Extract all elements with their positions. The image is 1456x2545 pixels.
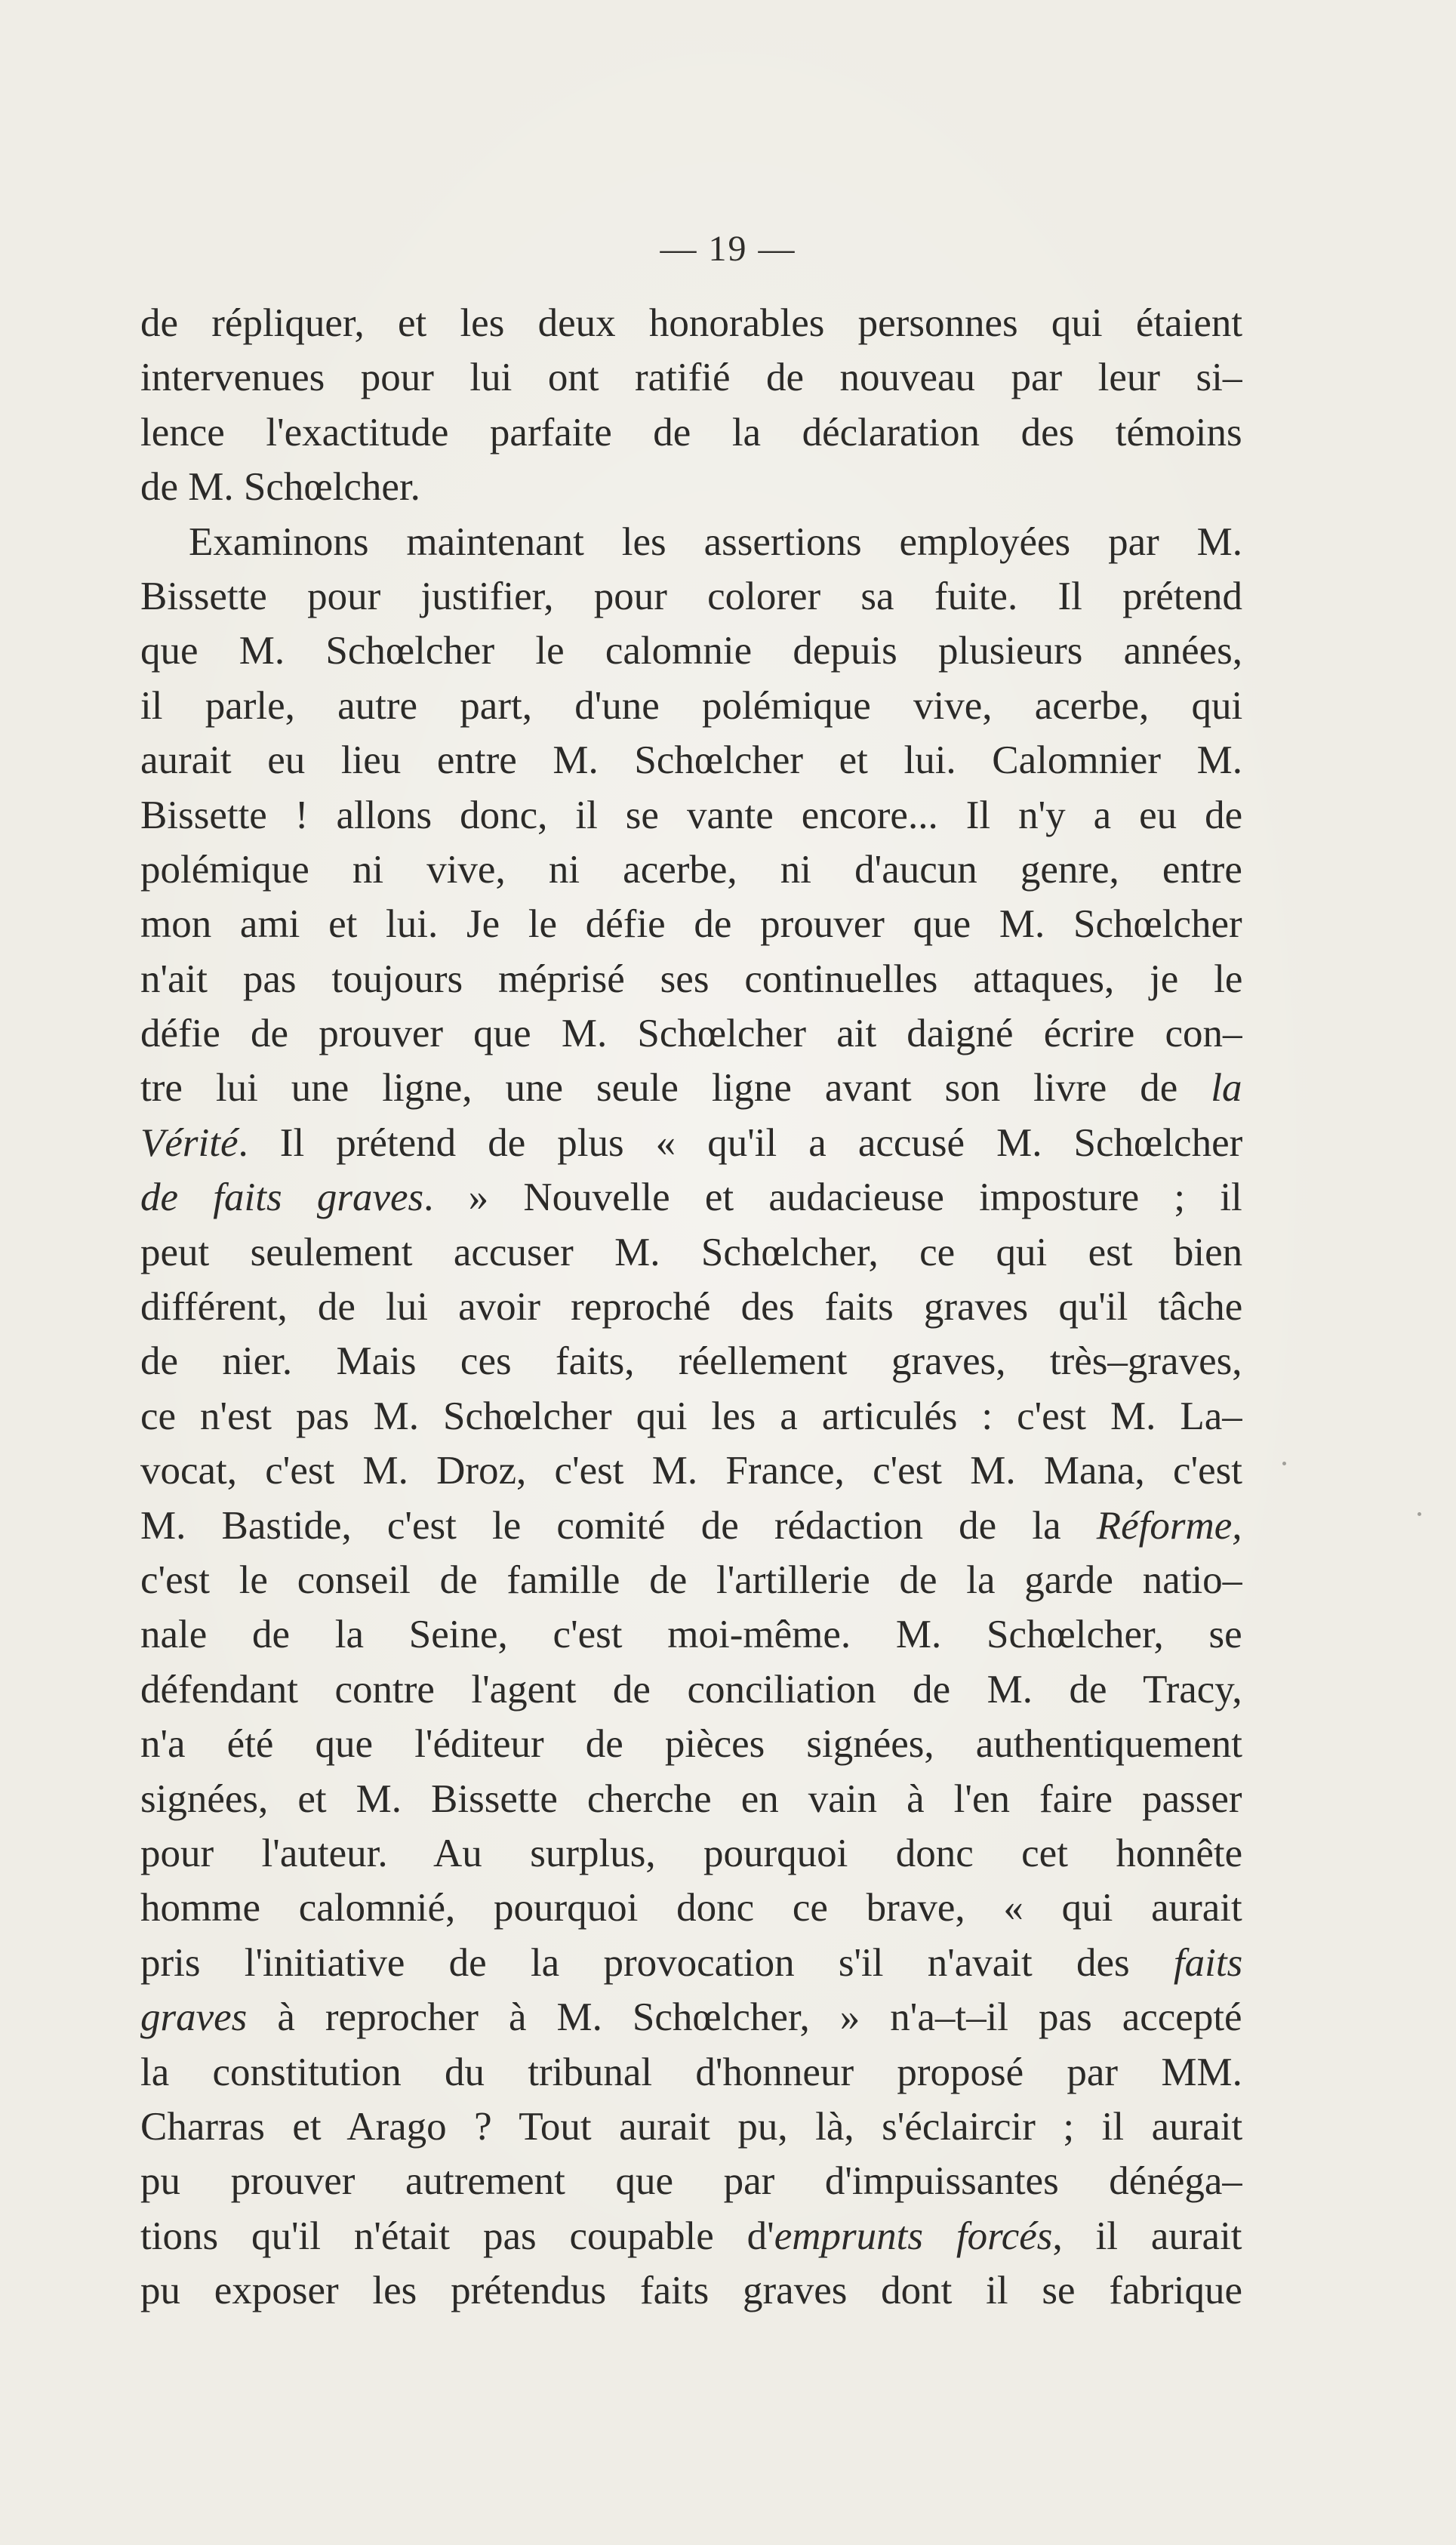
line-text: de répliquer, et les deux honorables personnes qui étaient xyxy=(140,301,1242,345)
line-text: polémique ni vive, ni acerbe, ni d'aucun genre, entre xyxy=(140,847,1242,892)
text-line xyxy=(140,1444,1242,1498)
line-text: intervenues pour lui ont ratifié de nouveau par leur si– xyxy=(140,356,1242,400)
line-text: à reprocher à M. Schœlcher, » n'a–t–il pas accepté xyxy=(247,1995,1242,2040)
line-text: nale de la Seine, c'est moi-même. M. Schœlcher, se xyxy=(140,1613,1242,1657)
paper-speck xyxy=(1418,1512,1421,1516)
text-line xyxy=(140,1499,1242,1553)
text-line xyxy=(140,569,1242,624)
text-line xyxy=(140,2263,1242,2318)
text-line xyxy=(140,1772,1242,1826)
line-text: . Il prétend de plus « qu'il a accusé M. Schœlcher xyxy=(238,1120,1242,1165)
line-text: n'a été que l'éditeur de pièces signées, authentiquement xyxy=(140,1722,1242,1767)
text-line xyxy=(140,2045,1242,2100)
text-line xyxy=(140,897,1242,951)
line-text: ce n'est pas M. Schœlcher qui les a articulés : c'est M. La– xyxy=(140,1394,1242,1438)
text-line xyxy=(140,1990,1242,2044)
italic-text: Vérité xyxy=(140,1120,239,1165)
line-text: , il aurait xyxy=(1052,2214,1242,2258)
line-text: Charras et Arago ? Tout aurait pu, là, s'éclaircir ; il aurait xyxy=(140,2104,1242,2149)
line-text: . » Nouvelle et audacieuse imposture ; il xyxy=(423,1175,1242,1220)
line-text: de M. Schœlcher. xyxy=(140,465,420,510)
line-text: de nier. Mais ces faits, réellement graves, très–graves, xyxy=(140,1339,1242,1384)
line-text: M. Bastide, c'est le comité de rédaction de la xyxy=(140,1503,1097,1548)
text-line xyxy=(140,952,1242,1006)
text-line xyxy=(140,788,1242,843)
line-text: Examinons maintenant les assertions employées par M. xyxy=(189,519,1242,564)
italic-text: graves xyxy=(140,1995,248,2040)
text-line xyxy=(140,733,1242,787)
paper-speck xyxy=(1282,1462,1286,1465)
line-text: défie de prouver que M. Schœlcher ait daigné écrire con– xyxy=(140,1012,1242,1056)
text-line xyxy=(140,1280,1242,1334)
line-text: différent, de lui avoir reproché des faits graves qu'il tâche xyxy=(140,1285,1242,1330)
line-text: signées, et M. Bissette cherche en vain à l'en faire passer xyxy=(140,1776,1242,1821)
text-line xyxy=(140,1936,1242,1990)
text-line xyxy=(140,1334,1242,1388)
text-line xyxy=(140,515,1242,569)
text-line xyxy=(140,2209,1242,2263)
text-line xyxy=(140,1116,1242,1170)
text-line xyxy=(140,1607,1242,1662)
text-line xyxy=(140,679,1242,733)
text-line xyxy=(140,1006,1242,1061)
line-text: lence l'exactitude parfaite de la déclaration des témoins xyxy=(140,410,1242,454)
text-line xyxy=(140,624,1242,678)
body-text xyxy=(140,296,1242,2318)
text-line xyxy=(140,460,1242,514)
italic-text: Réforme, xyxy=(1096,1503,1242,1548)
text-line xyxy=(140,1170,1242,1225)
line-text: tions qu'il n'était pas coupable d' xyxy=(140,2214,774,2258)
line-text: il parle, autre part, d'une polémique vive, acerbe, qui xyxy=(140,683,1242,728)
text-line xyxy=(140,1225,1242,1280)
text-line xyxy=(140,405,1242,460)
italic-text: emprunts forcés xyxy=(774,2214,1053,2258)
line-text: n'ait pas toujours méprisé ses continuelles attaques, je le xyxy=(140,957,1242,1001)
text-line xyxy=(140,1717,1242,1771)
text-line xyxy=(140,1061,1242,1115)
line-text: homme calomnié, pourquoi donc ce brave, « qui aurait xyxy=(140,1886,1242,1930)
line-text: peut seulement accuser M. Schœlcher, ce qui est bien xyxy=(140,1230,1242,1274)
line-text: la constitution du tribunal d'honneur proposé par MM. xyxy=(140,2050,1242,2094)
italic-text: faits xyxy=(1173,1940,1242,1985)
text-line xyxy=(140,1826,1242,1881)
line-text: c'est le conseil de famille de l'artillerie de la garde natio– xyxy=(140,1558,1242,1602)
text-line xyxy=(140,1553,1242,1607)
text-line xyxy=(140,1881,1242,1935)
text-line xyxy=(140,2100,1242,2154)
line-text: pu prouver autrement que par d'impuissantes dénéga– xyxy=(140,2159,1242,2204)
line-text: aurait eu lieu entre M. Schœlcher et lui. Calomnier M. xyxy=(140,738,1242,783)
line-text: mon ami et lui. Je le défie de prouver que M. Schœlcher xyxy=(140,902,1242,947)
italic-text: la xyxy=(1211,1066,1242,1111)
line-text: défendant contre l'agent de conciliation de M. de Tracy, xyxy=(140,1667,1242,1712)
line-text: Bissette ! allons donc, il se vante encore... Il n'y a eu de xyxy=(140,793,1242,837)
text-line xyxy=(140,296,1242,350)
line-text: Bissette pour justifier, pour colorer sa fuite. Il prétend xyxy=(140,574,1242,618)
line-text: que M. Schœlcher le calomnie depuis plusieurs années, xyxy=(140,629,1242,673)
line-text: pris l'initiative de la provocation s'il n'avait des xyxy=(140,1940,1174,1985)
text-line xyxy=(140,2154,1242,2208)
text-line xyxy=(140,843,1242,897)
italic-text: de faits graves xyxy=(140,1175,424,1220)
line-text: pu exposer les prétendus faits graves dont il se fabrique xyxy=(140,2269,1242,2313)
text-line xyxy=(140,1662,1242,1717)
line-text: vocat, c'est M. Droz, c'est M. France, c'est M. Mana, c'est xyxy=(140,1449,1242,1493)
text-line xyxy=(140,1389,1242,1444)
page-number: — 19 — xyxy=(660,229,796,269)
line-text: tre lui une ligne, une seule ligne avant son livre de xyxy=(140,1066,1211,1111)
text-line xyxy=(140,350,1242,405)
line-text: pour l'auteur. Au surplus, pourquoi donc cet honnête xyxy=(140,1831,1242,1875)
